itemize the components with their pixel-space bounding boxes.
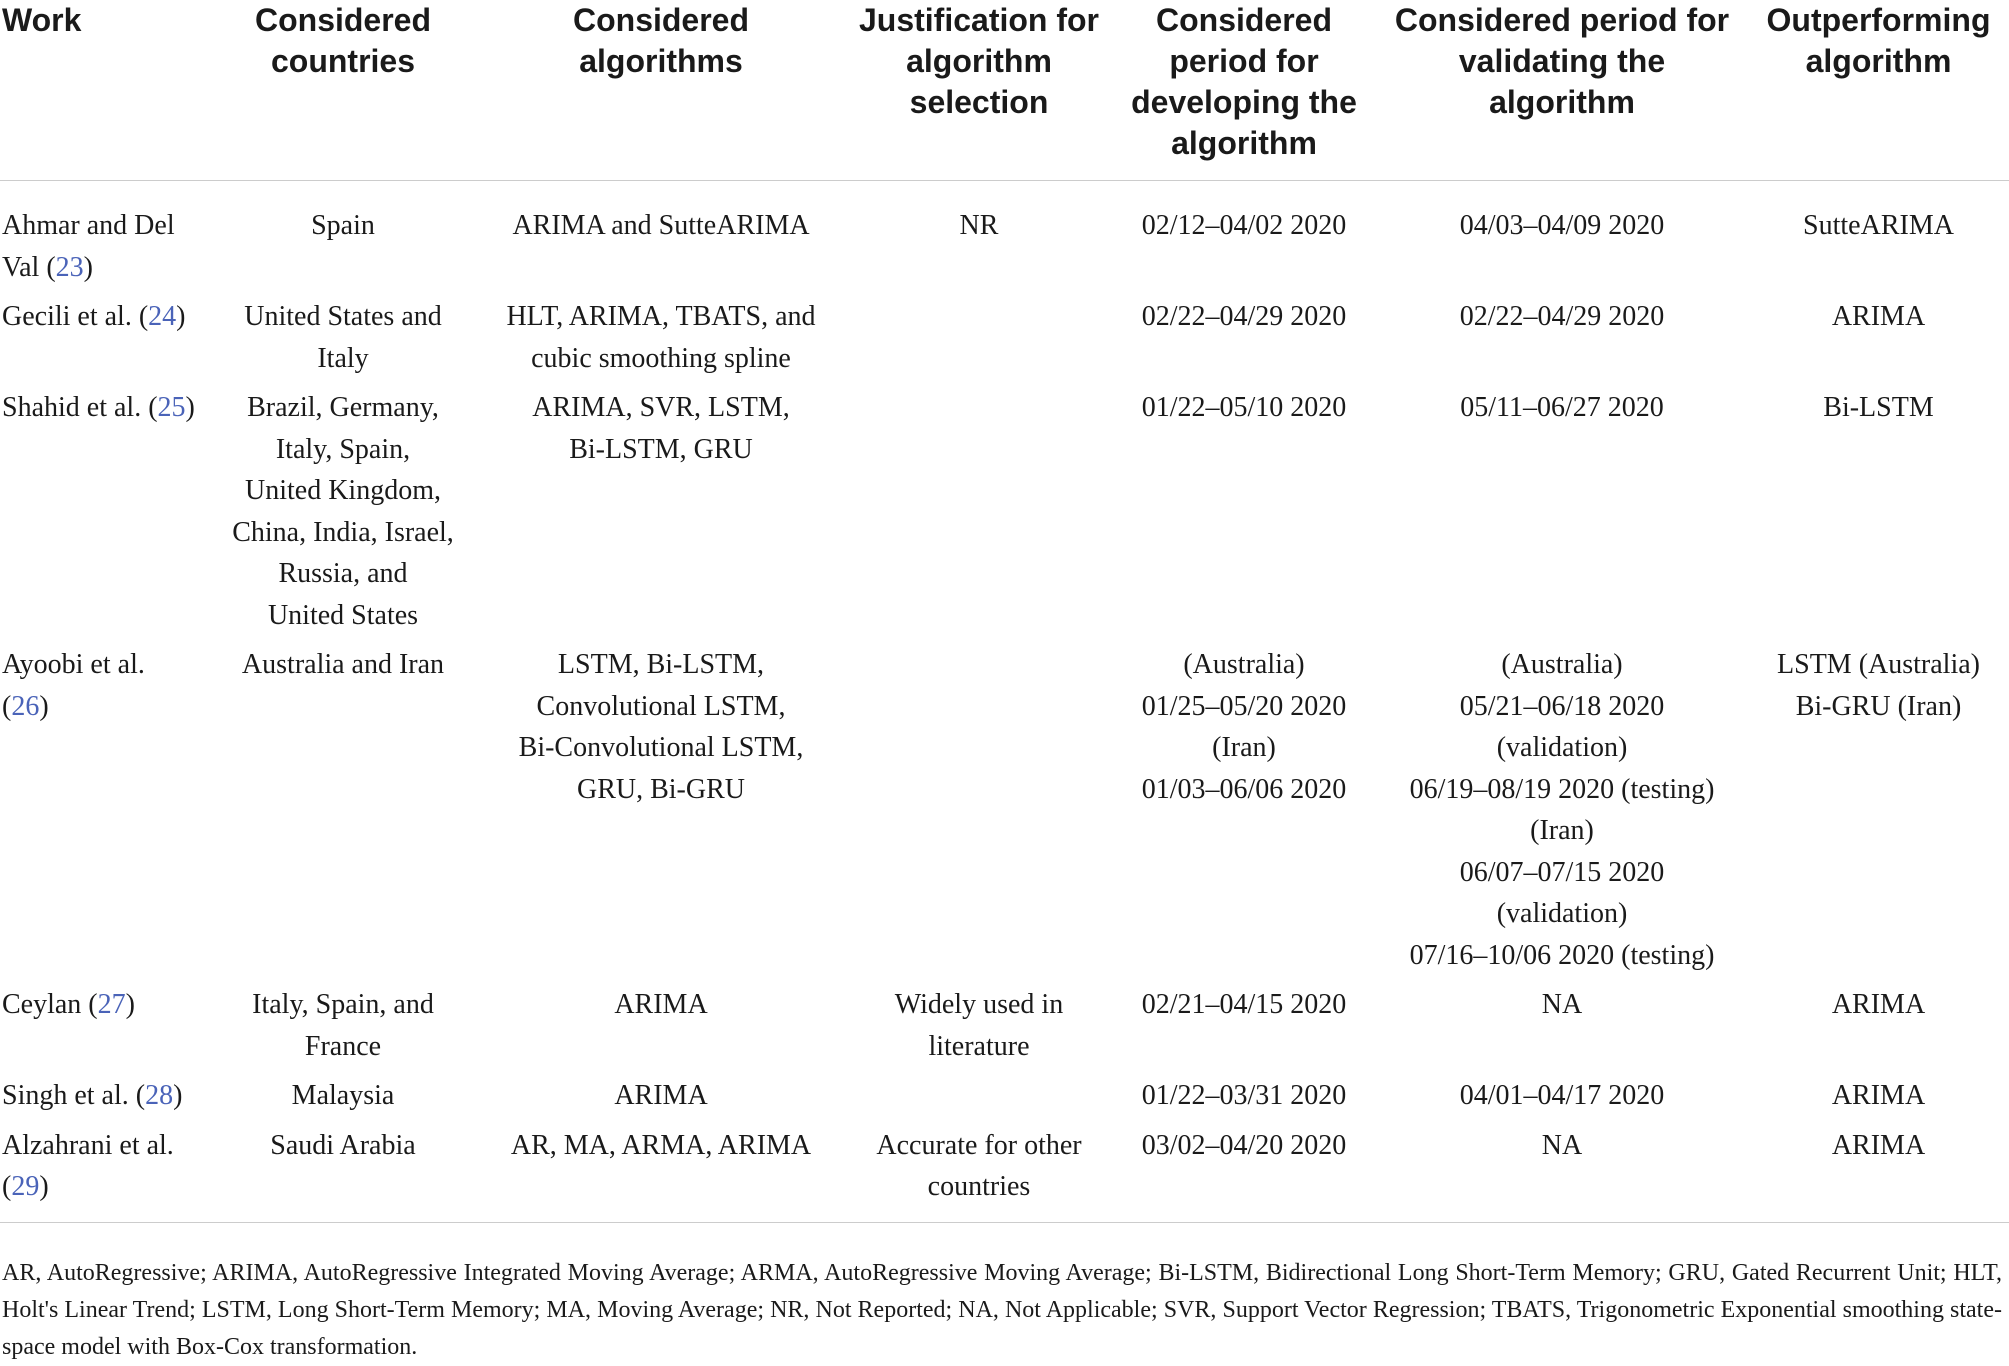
cell-develop-period-line: 03/02–04/20 2020	[1141, 1129, 1347, 1161]
work-text: Ahmar and Del	[2, 210, 175, 241]
cell-outperforming-line: ARIMA	[1831, 989, 1926, 1020]
reference-link[interactable]: 28	[145, 1080, 174, 1111]
cell-work	[0, 976, 210, 1067]
header-outperforming	[1748, 0, 2009, 181]
cell-develop-period	[1112, 288, 1376, 379]
table-row	[0, 636, 2009, 976]
reference-link[interactable]: 23	[55, 251, 84, 283]
cell-countries	[210, 976, 476, 1067]
work-text: Alzahrani et al.	[2, 1129, 174, 1161]
cell-algorithms	[476, 1067, 846, 1117]
cell-develop-period	[1112, 976, 1376, 1067]
header-develop-period-line: developing the	[1131, 84, 1357, 120]
cell-justification-line: countries	[927, 1171, 1031, 1202]
cell-countries-line: China, India, Israel,	[232, 516, 454, 548]
cell-develop-period-line: 02/12–04/02 2020	[1141, 210, 1347, 241]
cell-algorithms-line: Bi-Convolutional LSTM,	[518, 732, 804, 763]
work-text: (	[2, 1171, 12, 1202]
cell-countries-line: Malaysia	[291, 1080, 395, 1111]
table-row	[0, 379, 2009, 636]
header-algorithms	[476, 0, 846, 181]
table-row	[0, 288, 2009, 379]
header-validate-period	[1376, 0, 1748, 181]
cell-countries-line: Italy	[317, 342, 369, 374]
cell-algorithms	[476, 636, 846, 976]
cell-justification	[846, 976, 1112, 1067]
cell-countries-line: United States	[267, 599, 419, 631]
cell-validate-period-line: 06/19–08/19 2020 (testing)	[1409, 773, 1715, 805]
cell-algorithms-line: ARIMA, SVR, LSTM,	[532, 392, 790, 423]
work-text: Gecili et al. (	[2, 301, 149, 332]
cell-algorithms-line: ARIMA	[614, 1080, 708, 1111]
cell-justification-line: Widely used in	[894, 989, 1064, 1020]
work-text: Ceylan (	[2, 989, 98, 1020]
cell-countries-line: Saudi Arabia	[270, 1129, 416, 1161]
cell-outperforming-line: Bi-GRU (Iran)	[1795, 690, 1962, 722]
cell-algorithms-line: AR, MA, ARMA, ARIMA	[510, 1129, 812, 1161]
cell-work-line	[2, 296, 206, 338]
cell-justification	[846, 181, 1112, 289]
work-text: Ayoobi et al.	[2, 649, 145, 680]
cell-outperforming	[1748, 636, 2009, 976]
cell-develop-period	[1112, 379, 1376, 636]
reference-link[interactable]: 29	[11, 1171, 40, 1202]
cell-justification-line: literature	[928, 1030, 1030, 1062]
cell-validate-period-line: 05/21–06/18 2020	[1459, 690, 1665, 722]
cell-validate-period-line: 04/03–04/09 2020	[1459, 210, 1665, 241]
cell-work	[0, 181, 210, 289]
cell-justification	[846, 1067, 1112, 1117]
reference-link[interactable]: 27	[97, 989, 126, 1020]
cell-algorithms	[476, 976, 846, 1067]
cell-validate-period-line: NA	[1541, 1129, 1583, 1161]
cell-work	[0, 288, 210, 379]
cell-validate-period	[1376, 379, 1748, 636]
cell-validate-period-line: 02/22–04/29 2020	[1459, 301, 1665, 332]
header-develop-period-line: algorithm	[1171, 125, 1317, 161]
table-header	[0, 0, 2009, 181]
work-text: Val (	[2, 251, 56, 283]
cell-countries	[210, 1067, 476, 1117]
cell-validate-period-line: 06/07–07/15 2020	[1459, 856, 1665, 888]
cell-justification	[846, 379, 1112, 636]
cell-countries	[210, 379, 476, 636]
cell-develop-period-line: 01/03–06/06 2020	[1141, 773, 1347, 805]
reference-close: )	[185, 392, 195, 423]
header-outperforming-line: Outperforming	[1766, 2, 1991, 38]
cell-work-line	[2, 644, 206, 686]
cell-develop-period	[1112, 636, 1376, 976]
cell-work	[0, 1067, 210, 1117]
cell-validate-period-line: 05/11–06/27 2020	[1460, 392, 1664, 423]
work-text: Shahid et al. (	[2, 392, 158, 423]
cell-algorithms-line: GRU, Bi-GRU	[576, 773, 745, 805]
cell-algorithms-line: ARIMA and SutteARIMA	[512, 210, 810, 241]
cell-develop-period	[1112, 1067, 1376, 1117]
cell-develop-period-line: 02/22–04/29 2020	[1141, 301, 1347, 332]
cell-countries-line: Russia, and	[278, 558, 408, 589]
cell-validate-period-line: (Iran)	[1530, 815, 1594, 846]
cell-algorithms-line: cubic smoothing spline	[531, 342, 791, 374]
header-justification-line: algorithm	[906, 43, 1052, 79]
cell-countries	[210, 636, 476, 976]
table-row	[0, 976, 2009, 1067]
table-row	[0, 1117, 2009, 1223]
cell-countries-line: Italy, Spain,	[275, 433, 411, 465]
header-validate-period-line: validating the	[1458, 43, 1666, 79]
header-develop-period	[1112, 0, 1376, 181]
header-work: Work	[0, 0, 210, 181]
cell-algorithms-line: HLT, ARIMA, TBATS, and	[506, 301, 816, 332]
reference-link[interactable]: 24	[148, 301, 177, 332]
cell-work-line	[2, 247, 206, 289]
cell-work-line	[2, 1075, 206, 1117]
cell-justification-line: NR	[959, 210, 999, 241]
cell-validate-period	[1376, 288, 1748, 379]
cell-outperforming-line: LSTM (Australia)	[1777, 649, 1980, 680]
cell-work	[0, 1117, 210, 1223]
cell-develop-period-line: 01/22–03/31 2020	[1141, 1080, 1347, 1111]
header-algorithms-line: Considered	[572, 2, 750, 38]
cell-outperforming	[1748, 288, 2009, 379]
cell-validate-period-line: 07/16–10/06 2020 (testing)	[1409, 939, 1715, 971]
cell-countries-line: United Kingdom,	[245, 475, 441, 506]
table-row	[0, 181, 2009, 289]
reference-link[interactable]: 26	[11, 690, 40, 722]
cell-justification-line: Accurate for other	[876, 1129, 1082, 1161]
cell-countries	[210, 288, 476, 379]
cell-validate-period	[1376, 976, 1748, 1067]
header-outperforming-line: algorithm	[1805, 43, 1952, 79]
cell-outperforming	[1748, 1067, 2009, 1117]
header-algorithms-line: algorithms	[579, 43, 743, 79]
header-justification-line: selection	[909, 84, 1049, 120]
table-body	[0, 181, 2009, 1223]
cell-work-line	[2, 205, 206, 247]
cell-work	[0, 379, 210, 636]
cell-develop-period-line: (Iran)	[1212, 732, 1276, 763]
cell-outperforming-line: Bi-LSTM	[1823, 392, 1934, 423]
cell-work-line	[2, 387, 206, 429]
cell-countries-line: Spain	[311, 210, 375, 241]
cell-outperforming	[1748, 976, 2009, 1067]
work-text: (	[2, 690, 12, 722]
cell-validate-period-line: (validation)	[1496, 732, 1628, 763]
cell-outperforming-line: ARIMA	[1831, 301, 1926, 332]
cell-algorithms-line: Convolutional LSTM,	[536, 690, 786, 722]
cell-countries-line: United States and	[244, 301, 442, 332]
cell-work-line	[2, 1125, 206, 1167]
work-text: Singh et al. (	[2, 1080, 146, 1111]
header-validate-period-line: algorithm	[1489, 84, 1635, 120]
cell-countries-line: Italy, Spain, and	[252, 989, 434, 1020]
cell-outperforming-line: ARIMA	[1831, 1080, 1926, 1111]
header-countries	[210, 0, 476, 181]
reference-close: )	[39, 1171, 49, 1202]
cell-outperforming-line: SutteARIMA	[1803, 210, 1954, 241]
cell-develop-period-line: 01/25–05/20 2020	[1141, 690, 1347, 722]
cell-validate-period-line: NA	[1541, 989, 1583, 1020]
cell-algorithms	[476, 1117, 846, 1223]
cell-outperforming	[1748, 379, 2009, 636]
cell-work-line	[2, 984, 206, 1026]
header-countries-line: Considered	[254, 2, 432, 38]
header-countries-line: countries	[270, 43, 416, 79]
cell-countries	[210, 1117, 476, 1223]
header-validate-period-line: Considered period for	[1394, 2, 1730, 38]
cell-develop-period	[1112, 1117, 1376, 1223]
cell-countries-line: Brazil, Germany,	[247, 392, 439, 423]
cell-justification	[846, 1117, 1112, 1223]
cell-develop-period-line: (Australia)	[1183, 649, 1305, 680]
cell-algorithms-line: LSTM, Bi-LSTM,	[557, 649, 765, 680]
cell-validate-period-line: (validation)	[1496, 898, 1628, 929]
cell-countries	[210, 181, 476, 289]
reference-close: )	[83, 251, 93, 283]
table-row	[0, 1067, 2009, 1117]
header-row	[0, 0, 2009, 181]
reference-close: )	[39, 690, 49, 722]
cell-validate-period-line: (Australia)	[1501, 649, 1623, 680]
cell-outperforming	[1748, 181, 2009, 289]
cell-validate-period	[1376, 1067, 1748, 1117]
cell-countries-line: France	[304, 1030, 382, 1062]
header-justification	[846, 0, 1112, 181]
cell-validate-period	[1376, 636, 1748, 976]
cell-validate-period	[1376, 181, 1748, 289]
cell-develop-period-line: 02/21–04/15 2020	[1141, 989, 1347, 1020]
header-justification-line: Justification for	[858, 2, 1099, 38]
cell-outperforming	[1748, 1117, 2009, 1223]
cell-work-line	[2, 1166, 206, 1208]
header-develop-period-line: period for	[1169, 43, 1319, 79]
cell-develop-period	[1112, 181, 1376, 289]
cell-algorithms-line: ARIMA	[614, 989, 708, 1020]
reference-link[interactable]: 25	[157, 392, 186, 423]
cell-develop-period-line: 01/22–05/10 2020	[1141, 392, 1347, 423]
cell-validate-period-line: 04/01–04/17 2020	[1459, 1080, 1665, 1111]
reference-close: )	[125, 989, 135, 1020]
cell-work	[0, 636, 210, 976]
cell-countries-line: Australia and Iran	[241, 649, 445, 680]
cell-algorithms-line: Bi-LSTM, GRU	[569, 433, 753, 465]
cell-algorithms	[476, 181, 846, 289]
cell-algorithms	[476, 288, 846, 379]
cell-work-line	[2, 686, 206, 728]
reference-close: )	[173, 1080, 183, 1111]
cell-algorithms	[476, 379, 846, 636]
reference-close: )	[176, 301, 186, 332]
cell-justification	[846, 288, 1112, 379]
cell-outperforming-line: ARIMA	[1831, 1129, 1926, 1161]
header-develop-period-line: Considered	[1155, 2, 1333, 38]
cell-justification	[846, 636, 1112, 976]
cell-validate-period	[1376, 1117, 1748, 1223]
table-footnote: AR, AutoRegressive; ARIMA, AutoRegressive Integrated Moving Average; ARMA, AutoRegressive Moving Average; Bi-LSTM, Bidirectional Long Short-Term Memory; GRU, Gated Recurrent Unit; HLT, Holt's Linear Trend; LSTM, Long Short-Term Memory; MA, Moving Average; NR, Not Reported; NA, Not Applicable; SVR, Support Vector Regression; TBATS, Trigonometric Exponential smoothing state-space model with Box-Cox transformation.	[2, 1260, 2002, 1360]
